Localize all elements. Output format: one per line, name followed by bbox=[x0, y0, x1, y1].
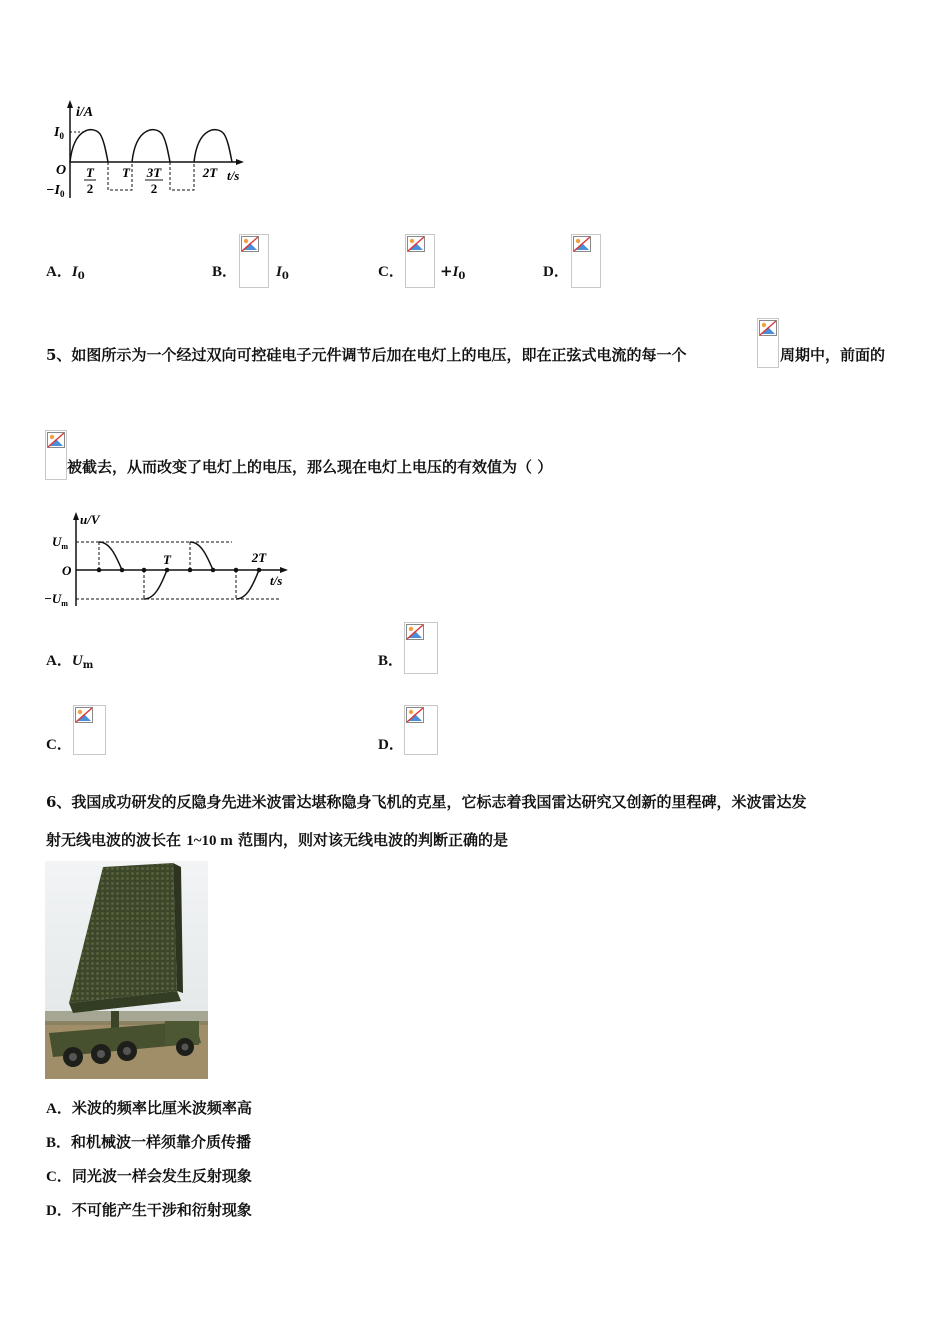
voltage-waveform-graph bbox=[42, 508, 294, 608]
option-symbol: U bbox=[71, 653, 83, 669]
option-letter: C． bbox=[378, 264, 404, 280]
q6-option-c[interactable] bbox=[46, 1166, 252, 1187]
x-axis-arrow-icon bbox=[236, 159, 244, 165]
q6-question-line1: 6、我国成功研发的反隐身先进米波雷达堪称隐身飞机的克星，它标志着我国雷达研究又创新的里程碑，米波雷达发 bbox=[46, 793, 807, 811]
neg-um-label: $-U_m$ bbox=[44, 591, 68, 608]
q6-option-d[interactable] bbox=[46, 1200, 252, 1221]
option-letter: A． bbox=[46, 264, 72, 280]
origin-label: O bbox=[56, 163, 67, 178]
positive-half-wave-2 bbox=[132, 130, 170, 162]
positive-cut-wave-2 bbox=[190, 542, 213, 570]
q5-option-d-label[interactable]: D． bbox=[378, 737, 404, 753]
option-letter: A． bbox=[46, 1101, 72, 1117]
neg-i0-label: $-I_0$ bbox=[46, 183, 65, 199]
current-waveform-graph bbox=[44, 96, 254, 206]
q5-question-line1a: 5、如图所示为一个经过双向可控硅电子元件调节后加在电灯上的电压，即在正弦式电流的每一个 bbox=[46, 346, 687, 364]
option-symbol: I bbox=[71, 264, 78, 280]
q6-option-b[interactable] bbox=[46, 1132, 251, 1153]
origin-label: O bbox=[62, 563, 72, 578]
tick-T: T bbox=[122, 165, 130, 180]
um-label: $U_m$ bbox=[52, 534, 69, 551]
x-axis-label: t/s bbox=[227, 168, 240, 183]
tick-3half-period-num: 3T bbox=[146, 165, 162, 180]
option-letter: B． bbox=[212, 264, 238, 280]
q4-option-d-label[interactable] bbox=[543, 261, 569, 282]
broken-image-icon bbox=[73, 705, 106, 755]
tick-half-period-den: 2 bbox=[86, 181, 94, 196]
q5-option-b-label[interactable]: B． bbox=[378, 653, 404, 669]
y-axis-label: u/V bbox=[80, 512, 100, 527]
tick-3half-period-den: 2 bbox=[150, 181, 158, 196]
q4-option-b-label[interactable] bbox=[212, 261, 237, 282]
q4-option-b-value: $I_0$ bbox=[276, 264, 289, 282]
broken-image-icon bbox=[404, 622, 438, 674]
option-letter: B． bbox=[46, 1135, 72, 1151]
tick-half-period-num: T bbox=[86, 165, 94, 180]
option-letter: D． bbox=[46, 1203, 72, 1219]
q6-question-line2: 射无线电波的波长在 1~10 m 范围内，则对该无线电波的判断正确的是 bbox=[46, 831, 509, 849]
positive-half-wave-1 bbox=[70, 130, 108, 162]
tick-2T: 2T bbox=[202, 165, 218, 180]
y-axis-arrow-icon bbox=[67, 100, 73, 108]
tick-2T: 2T bbox=[251, 550, 267, 565]
q5-option-a[interactable] bbox=[46, 650, 93, 676]
broken-image-icon bbox=[405, 234, 435, 288]
option-text: 米波的频率比厘米波频率高 bbox=[71, 1099, 252, 1117]
option-letter: D． bbox=[543, 264, 569, 280]
i0-label: $I_0$ bbox=[54, 125, 64, 141]
broken-image-icon bbox=[404, 705, 438, 755]
negative-cut-wave-1 bbox=[144, 570, 167, 599]
option-text: 同光波一样会发生反射现象 bbox=[71, 1167, 252, 1185]
tick-T: T bbox=[163, 552, 171, 567]
q4-option-c-value: $+I_0$ bbox=[440, 262, 466, 282]
positive-cut-wave-1 bbox=[99, 542, 122, 570]
q5-question-line2: 被截去，从而改变了电灯上的电压，那么现在电灯上电压的有效值为（ ） bbox=[67, 458, 553, 476]
radar-photo bbox=[45, 861, 208, 1079]
broken-image-icon bbox=[757, 318, 779, 368]
y-axis-arrow-icon bbox=[73, 512, 79, 520]
q5-question-line1b: 周期中，前面的 bbox=[780, 346, 886, 364]
q4-option-a[interactable] bbox=[46, 261, 85, 287]
x-axis-label: t/s bbox=[270, 573, 283, 588]
option-text: 和机械波一样须靠介质传播 bbox=[71, 1133, 252, 1151]
y-axis-label: i/A bbox=[76, 105, 94, 120]
q6-option-a[interactable] bbox=[46, 1098, 252, 1119]
q5-option-c-label[interactable]: C． bbox=[46, 737, 72, 753]
option-letter: A． bbox=[46, 653, 72, 669]
positive-half-wave-3 bbox=[194, 130, 232, 162]
broken-image-icon bbox=[45, 430, 67, 480]
negative-pulse-2 bbox=[170, 162, 194, 190]
option-text: 不可能产生干涉和衍射现象 bbox=[71, 1201, 252, 1219]
option-letter: C． bbox=[46, 1169, 72, 1185]
broken-image-icon bbox=[239, 234, 269, 288]
option-subscript: m bbox=[82, 660, 94, 671]
q4-option-c-label[interactable] bbox=[378, 261, 404, 282]
negative-cut-wave-2 bbox=[236, 570, 259, 599]
option-subscript: 0 bbox=[77, 271, 85, 282]
broken-image-icon bbox=[571, 234, 601, 288]
